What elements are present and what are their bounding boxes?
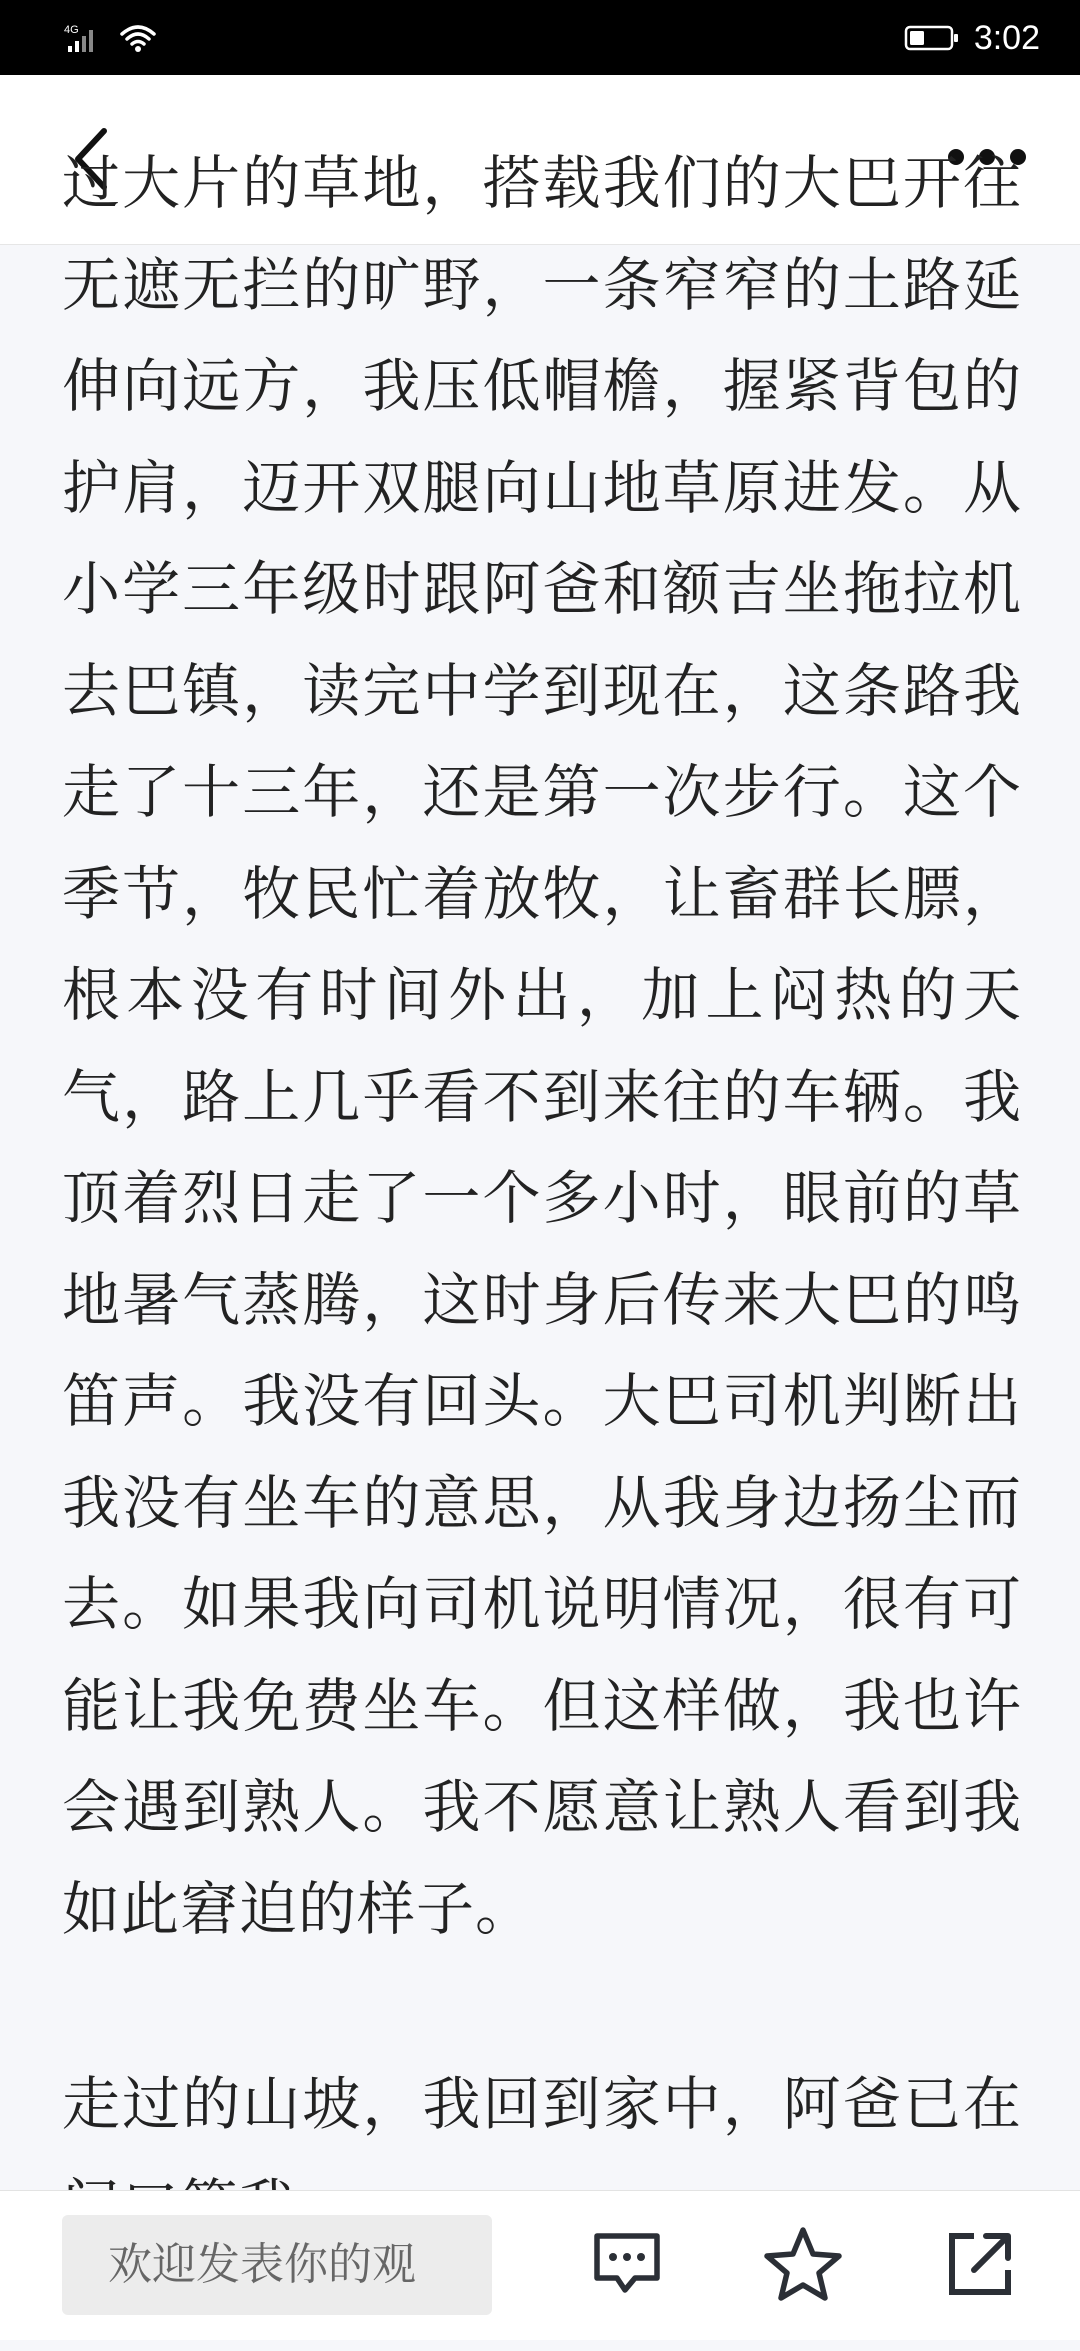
status-right	[904, 14, 1040, 62]
comment-input[interactable]: 欢迎发表你的观	[62, 2215, 492, 2315]
battery-icon	[904, 24, 960, 52]
status-left	[64, 18, 158, 58]
favorite-button[interactable]	[758, 2219, 848, 2309]
article-content[interactable]	[0, 149, 1080, 2190]
status-bar	[0, 0, 1080, 75]
article-paragraph: 走过的山坡，我回到家中，阿爸已在	[62, 2070, 1022, 2138]
share-button[interactable]	[935, 2219, 1025, 2309]
status-time: 3:02	[973, 18, 1040, 57]
cellular-signal-icon	[64, 22, 112, 54]
star-icon	[763, 2225, 843, 2303]
comment-icon	[591, 2230, 663, 2298]
wifi-icon	[118, 22, 158, 54]
network-type: 4G	[64, 24, 79, 36]
share-icon	[944, 2228, 1016, 2300]
article-paragraph: 过大片的草地，搭载我们的大巴开往无遮无拦的旷野，一条窄窄的土路延伸向远方，我压低帽檐，握紧背包的护肩，迈开双腿向山地草原进发。从小学三年级时跟阿爸和额吉坐拖拉机去巴镇，读完中学到现在，这条路我走了十三年，还是第一次步行。这个季节，牧民忙着放牧，让畜群长膘，根本没有时间外出，加上闷热的天气，路上几乎看不到来往的车辆。我顶着烈日走了一个多小时，眼前的草地暑气蒸腾，这时身后传来大巴的鸣笛声。我没有回头。大巴司机判断出我没有坐车的意思，从我身边扬尘而去。如果我向司机说明情况，很有可能让我免费坐车。但这样做，我也许会遇到熟人。我不愿意让熟人看到我如此窘迫的样子。	[62, 149, 1022, 1943]
comment-button[interactable]	[582, 2219, 672, 2309]
bottom-bar	[0, 2190, 1080, 2340]
article-body	[62, 133, 1022, 2351]
